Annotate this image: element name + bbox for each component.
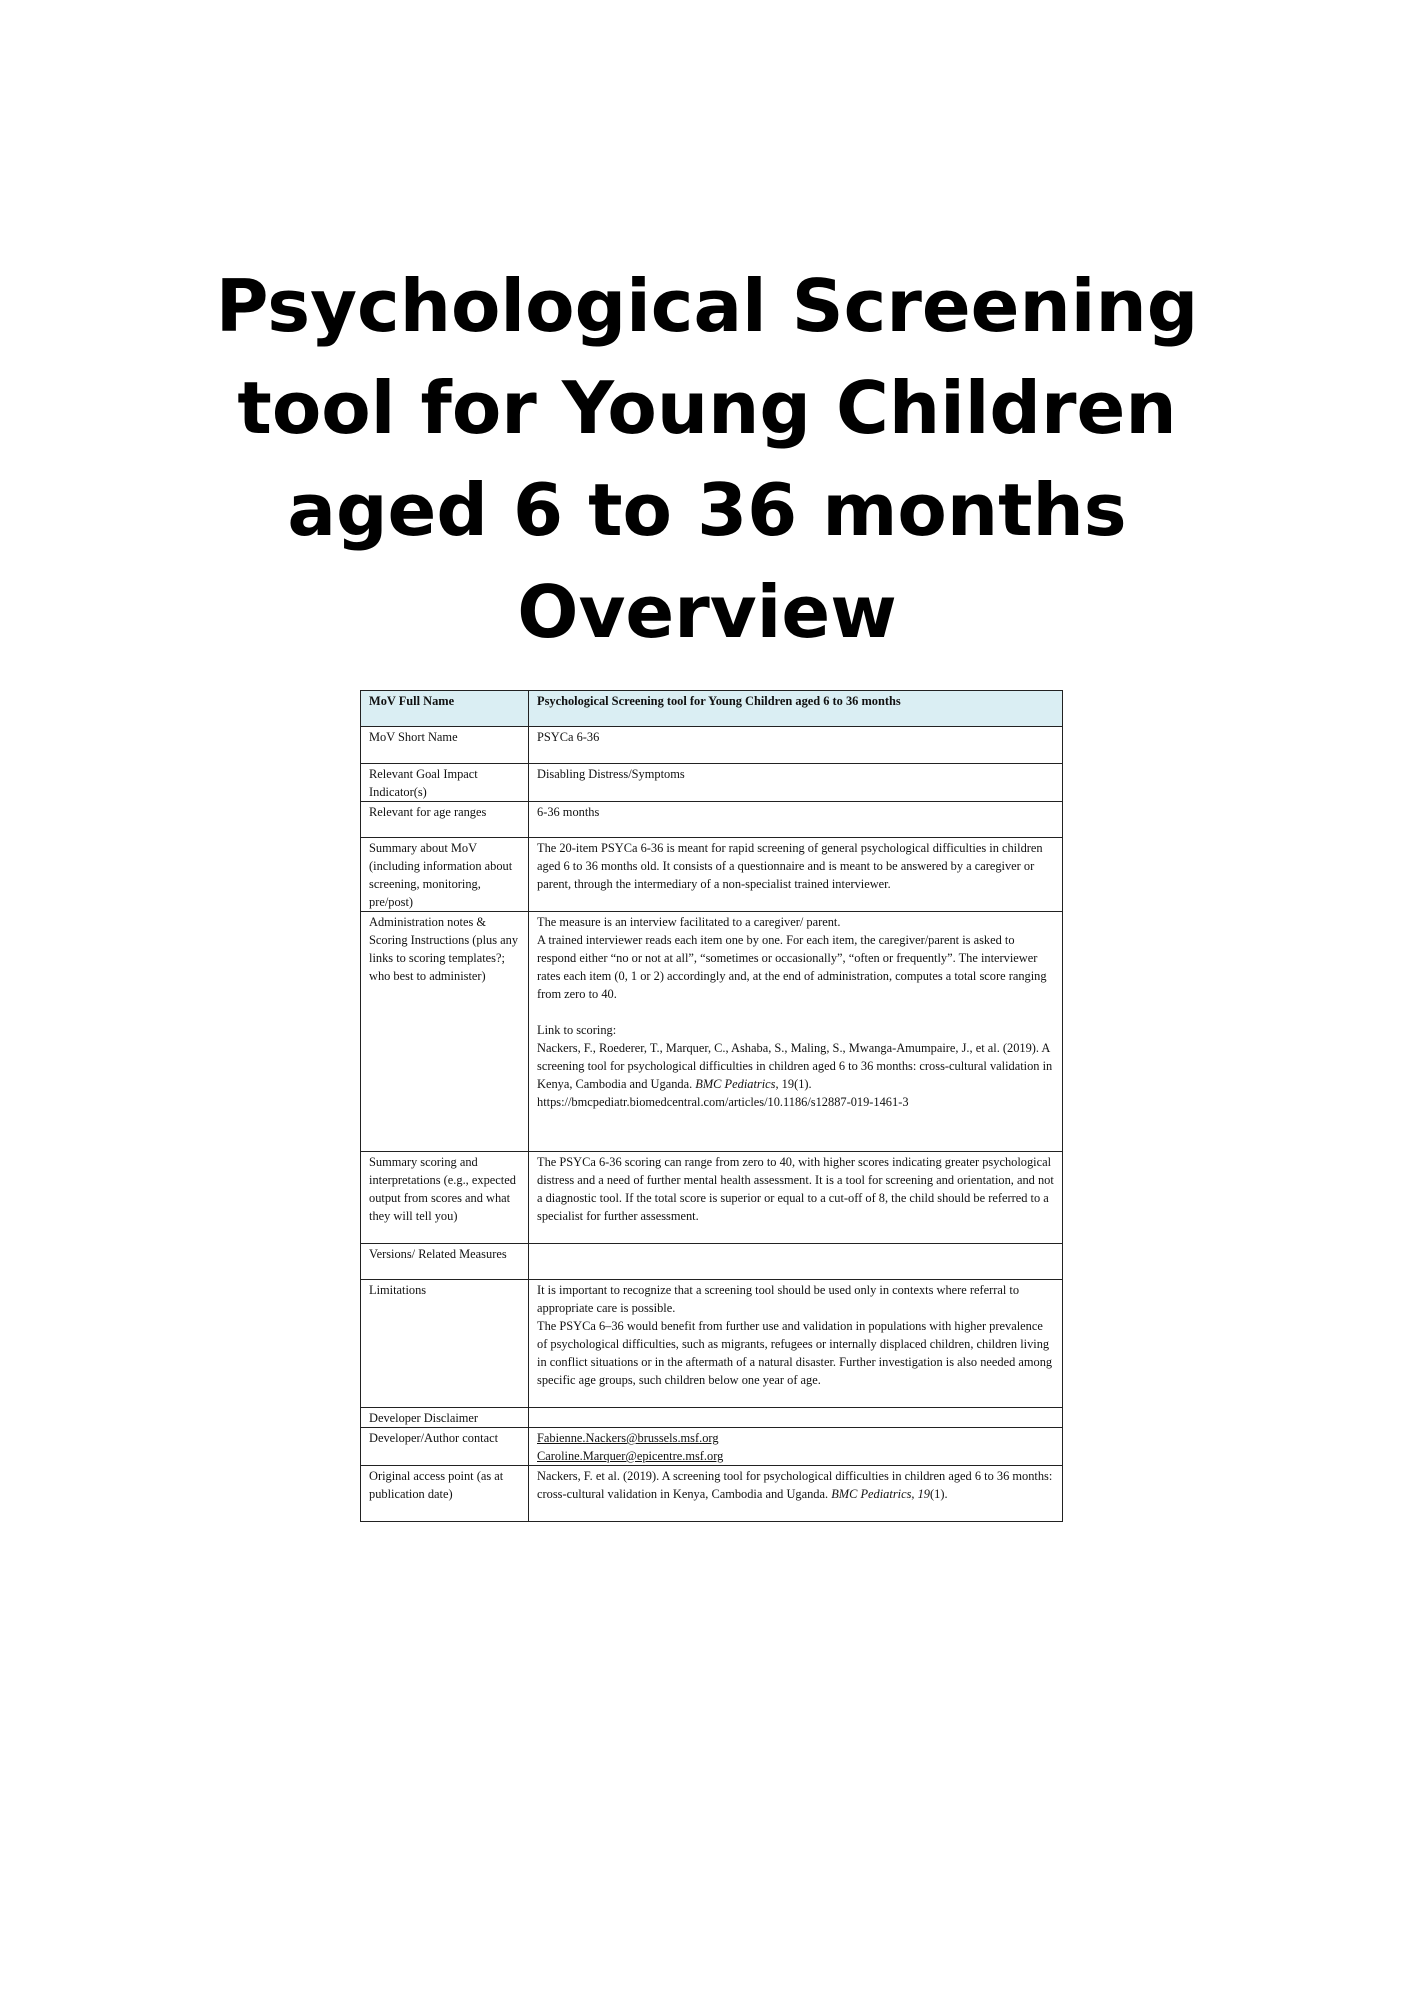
row-label: MoV Full Name — [361, 691, 529, 727]
limitations-paragraph-1: It is important to recognize that a screening tool should be used only in contexts where referral to appropriate care is possible. — [537, 1283, 1020, 1315]
overview-table — [360, 690, 1063, 1522]
limitations-paragraph-2: The PSYCa 6–36 would benefit from further use and validation in populations with higher prevalence of psychological difficulties, such as migrants, refugees or internally displaced children, children living in conflict situations or in the aftermath of a natural disaster. Further investigation is also needed among specific age groups, such children below one year of age. — [537, 1319, 1053, 1387]
row-value — [529, 1408, 1063, 1428]
row-label: Summary scoring and interpretations (e.g., expected output from scores and what they will tell you) — [361, 1152, 529, 1244]
access-volume-issue: (1). — [930, 1487, 948, 1501]
admin-link-label: Link to scoring: — [537, 1023, 617, 1037]
row-label: Versions/ Related Measures — [361, 1244, 529, 1280]
admin-reference — [537, 1041, 1052, 1091]
admin-volume: , 19(1). — [775, 1077, 812, 1091]
table-row-full-name — [361, 691, 1063, 727]
title-line-3: aged 6 to 36 months — [287, 468, 1127, 552]
admin-paragraph-1: The measure is an interview facilitated to a caregiver/ parent. — [537, 915, 841, 929]
row-label: Relevant Goal Impact Indicator(s) — [361, 764, 529, 802]
row-label: Administration notes & Scoring Instructions (plus any links to scoring templates?; who best to administer) — [361, 912, 529, 1152]
title-line-4: Overview — [517, 570, 897, 654]
row-value: The 20-item PSYCa 6-36 is meant for rapid screening of general psychological difficulties in children aged 6 to 36 months old. It consists of a questionnaire and is meant to be answered by a caregiver or parent, through the intermediary of a non-specialist trained interviewer. — [529, 838, 1063, 912]
table-row-administration — [361, 912, 1063, 1152]
title-line-2: tool for Young Children — [237, 366, 1177, 450]
table-row-contact — [361, 1428, 1063, 1466]
row-value: Disabling Distress/Symptoms — [529, 764, 1063, 802]
row-value: PSYCa 6-36 — [529, 727, 1063, 764]
row-value — [529, 1244, 1063, 1280]
access-reference-text: Nackers, F. et al. (2019). A screening tool for psychological difficulties in children aged 6 to 36 months: cross-cultural validation in Kenya, Cambodia and Uganda. — [537, 1469, 1053, 1501]
row-label: Developer Disclaimer — [361, 1408, 529, 1428]
row-label: MoV Short Name — [361, 727, 529, 764]
row-value — [529, 1428, 1063, 1466]
row-label: Developer/Author contact — [361, 1428, 529, 1466]
admin-journal: BMC Pediatrics — [695, 1077, 776, 1091]
table-row-disclaimer — [361, 1408, 1063, 1428]
table-row-versions — [361, 1244, 1063, 1280]
row-value — [529, 912, 1063, 1152]
admin-paragraph-2: A trained interviewer reads each item one by one. For each item, the caregiver/parent is asked to respond either “no or not at all”, “sometimes or occasionally”, “often or frequently”. The interviewer rates each item (0, 1 or 2) accordingly and, at the end of administration, computes a total score ranging from zero to 40. — [537, 933, 1047, 1001]
row-label: Limitations — [361, 1280, 529, 1408]
row-label: Summary about MoV (including information about screening, monitoring, pre/post) — [361, 838, 529, 912]
contact-email-link[interactable]: Caroline.Marquer@epicentre.msf.org — [537, 1449, 724, 1463]
admin-scoring-link[interactable]: https://bmcpediatr.biomedcentral.com/articles/10.1186/s12887-019-1461-3 — [537, 1095, 909, 1109]
row-value: 6-36 months — [529, 802, 1063, 838]
table-row-short-name — [361, 727, 1063, 764]
title-line-1: Psychological Screening — [215, 264, 1199, 348]
admin-reference-text: Nackers, F., Roederer, T., Marquer, C., Ashaba, S., Maling, S., Mwanga-Amumpaire, J., et al. (2019). A screening tool for psychological difficulties in children aged 6 to 36 months: cross-cultural validation in Kenya, Cambodia and Uganda. — [537, 1041, 1053, 1091]
row-value: Nackers, F. et al. (2019). A screening tool for psychological difficulties in children aged 6 to 36 months: cross-cultural validation in Kenya, Cambodia and Uganda. BMC Pediatrics, 19(1). — [529, 1466, 1063, 1522]
row-label: Original access point (as at publication date) — [361, 1466, 529, 1522]
row-value: The PSYCa 6-36 scoring can range from zero to 40, with higher scores indicating greater psychological distress and a need of further mental health assessment. It is a tool for screening and orientation, and not a diagnostic tool. If the total score is superior or equal to a cut-off of 8, the child should be referred to a specialist for further assessment. — [529, 1152, 1063, 1244]
table-row-age-range — [361, 802, 1063, 838]
table-row-scoring-summary — [361, 1152, 1063, 1244]
row-value — [529, 1280, 1063, 1408]
table-row-goal-indicator — [361, 764, 1063, 802]
page-title — [0, 255, 1414, 663]
row-label: Relevant for age ranges — [361, 802, 529, 838]
access-volume-number: 19 — [917, 1487, 930, 1501]
table-row-access-point — [361, 1466, 1063, 1522]
contact-email-link[interactable]: Fabienne.Nackers@brussels.msf.org — [537, 1431, 719, 1445]
access-journal: BMC Pediatrics — [831, 1487, 912, 1501]
table-row-summary — [361, 838, 1063, 912]
paragraph-gap — [537, 1003, 1056, 1021]
table-row-limitations — [361, 1280, 1063, 1408]
row-value: Psychological Screening tool for Young Children aged 6 to 36 months — [529, 691, 1063, 727]
